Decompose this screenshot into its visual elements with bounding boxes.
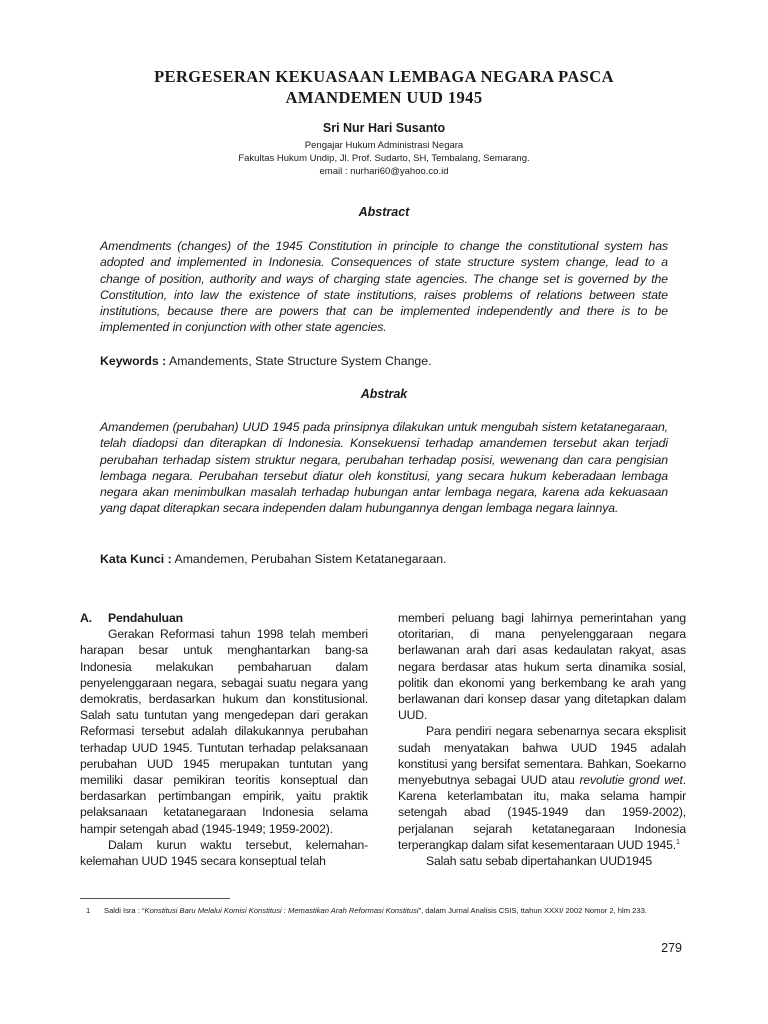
abstract-body: Amendments (changes) of the 1945 Constitution in principle to change the constitutional system has adopted and implemented in Indonesia. Consequences of state structure system change, lead to a change of position, authority and ways of charging state agencies. The change set is governed by the Constitution, into law the existence of state institutions, raises problems of relations between state institutions, because there are powers that can be implemented independently and there is to be implemented in conjunction with other state agencies. [100, 239, 668, 335]
affiliation-line-1: Pengajar Hukum Administrasi Negara [304, 140, 464, 151]
paragraph: Dalam kurun waktu tersebut, kelemahan-kelemahan UUD 1945 secara konseptual telah [80, 837, 368, 869]
paragraph: memberi peluang bagi lahirnya pemerintahan yang otoritarian, di mana penyelenggaraan negara berlawanan arah dari asas kedaulatan rakyat, asas negara berdasar atas hukum serta dinamika sosial, politik dan ekonomi yang berkembang ke arah yang berlawanan dari konsep dasar yang ditetapkan dalam UUD. [398, 611, 686, 723]
abstrak-heading: Abstrak [360, 387, 408, 401]
paragraph-text: . Karena keterlambatan itu, maka selama hampir setengah abad (1945-1949 dan 1959-2002), perjalanan sejarah ketatanegaraan Indonesia terperangkap dalam sifat kesementaraan UUD 1945. [398, 773, 687, 852]
keywords [100, 354, 668, 368]
kata-kunci-label: Kata Kunci : [100, 552, 172, 566]
footnote-author: Saldi Isra : “ [104, 906, 145, 915]
footnote-text [104, 906, 688, 916]
title-line-1: PERGESERAN KEKUASAAN LEMBAGA NEGARA PASCA [154, 67, 614, 86]
section-title: Pendahuluan [108, 611, 183, 625]
paragraph-text: Para pendiri negara sebenarnya secara eksplisit sudah menyatakan bahwa UUD 1945 adalah konstitusi yang bersifat sementara. Bahkan, Soekarno menyebutnya sebagai UUD atau [398, 724, 686, 788]
paragraph: Gerakan Reformasi tahun 1998 telah memberi harapan besar untuk menghantarkan bang-sa Indonesia melakukan pembaharuan dalam penyelenggaraan negara, sebagai suatu negara yang demokratis, berdasarkan hukum dan konstitusional. Salah satu tuntutan yang mengedepan dari gerakan Reformasi tersebut adalah dilakukannya perubahan terhadap UUD 1945. Tuntutan terhadap pelaksanaan perubahan UUD 1945 merupakan tuntutan yang memiliki dasar pemikiran teoritis konseptual dan berdasarkan pertimbangan empirik, yaitu praktik pelaksanaan ketatanegaraan Indonesia selama hampir setengah abad (1945-1949; 1959-2002). [80, 627, 368, 836]
abstract-heading: Abstract [358, 205, 410, 219]
right-column [398, 610, 686, 869]
footnote [80, 906, 688, 916]
italic-term: revolutie grond wet [579, 773, 683, 788]
footnote-reference[interactable]: 1 [676, 838, 680, 846]
author-email: email : nurhari60@yahoo.co.id [319, 166, 449, 177]
paragraph: Salah satu sebab dipertahankan UUD1945 [426, 854, 653, 869]
kata-kunci-text: Amandemen, Perubahan Sistem Ketatanegaraan. [171, 552, 447, 566]
keywords-label: Keywords : [100, 354, 167, 368]
kata-kunci [100, 552, 668, 566]
footnote-divider [80, 898, 230, 899]
footnote-number: 1 [86, 906, 91, 915]
author-affiliation [80, 139, 688, 178]
left-column [80, 610, 368, 869]
author-name: Sri Nur Hari Susanto [322, 121, 446, 135]
section-heading [80, 610, 368, 626]
footnote-source: ”, dalam Jurnal Analisis CSIS, ttahun XXXI/ 2002 Nomor 2, hlm 233. [418, 906, 647, 915]
section-number: A. [80, 611, 92, 625]
paragraph [398, 723, 686, 853]
paper-title [80, 66, 688, 108]
keywords-text: Amandements, State Structure System Change. [166, 354, 432, 368]
affiliation-line-2: Fakultas Hukum Undip, Jl. Prof. Sudarto, SH, Tembalang, Semarang. [238, 153, 530, 164]
page-number: 279 [661, 941, 682, 955]
footnote-title: Konstitusi Baru Melalui Komisi Konstitusi : Memastikan Arah Reformasi Konstitusi [144, 906, 419, 915]
title-line-2: AMANDEMEN UUD 1945 [285, 88, 483, 107]
abstrak-body: Amandemen (perubahan) UUD 1945 pada prinsipnya dilakukan untuk mengubah sistem ketatanegaraan, telah diadopsi dan diterapkan di Indonesia. Konsekuensi terhadap amandemen tersebut akan terjadi perubahan terhadap sistem struktur negara, perubahan terhadap posisi, wewenang dan cara pengisian lembaga negara. Perubahan tersebut diatur oleh konstitusi, yang secara hukum keberadaan lembaga negara akan menimbulkan masalah terhadap hubungan antar lembaga negara, karena ada kekuasaan yang dapat diterapkan secara independen dalam hubungannya dengan lembaga negara lainnya. [100, 420, 668, 516]
